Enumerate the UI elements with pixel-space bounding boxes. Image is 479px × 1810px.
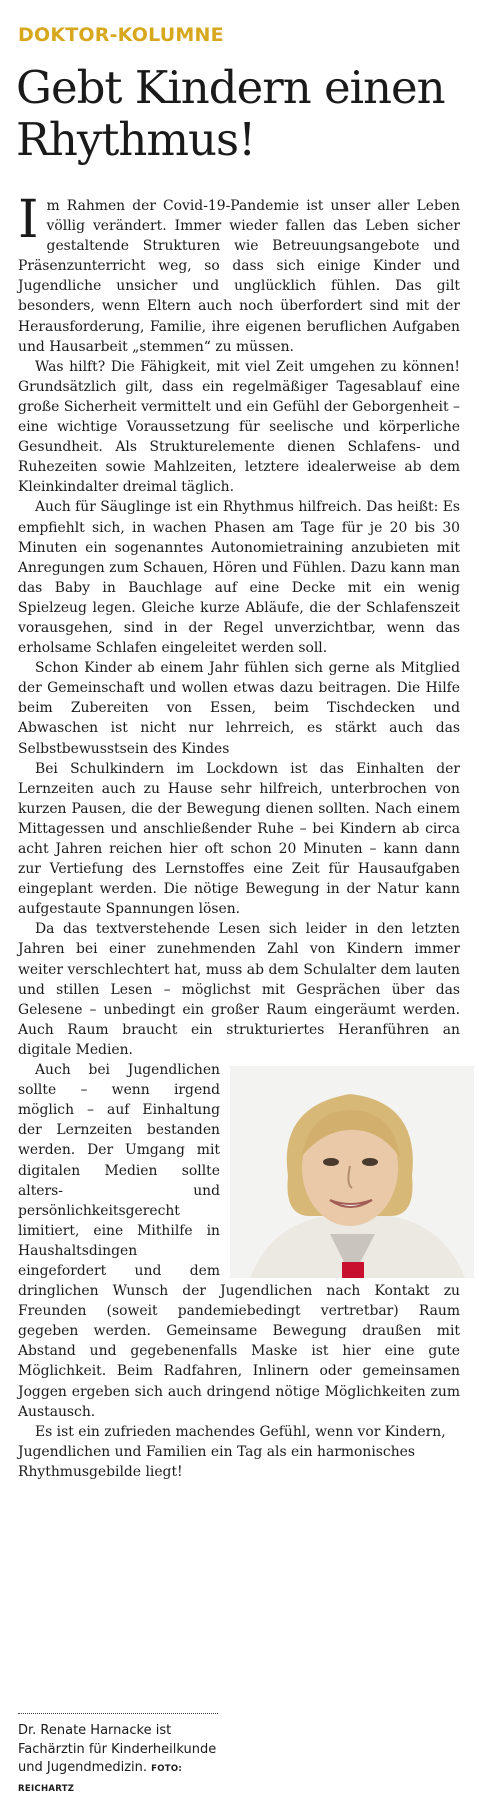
article-paragraph-4: Schon Kinder ab einem Jahr fühlen sich gerne als Mitglied der Gemeinschaft und wollen etwas dazu beitragen. Die Hilfe beim Zubereiten von Essen, beim Tischdecken und Abwaschen ist nicht nur lehrreich, es stärkt auch das Selbstbewusstsein des Kindes — [18, 660, 460, 757]
drop-cap: I — [18, 190, 39, 250]
article-paragraph-8: Es ist ein zufrieden machendes Gefühl, wenn vor Kindern, Jugendlichen und Familien ein Tag als ein harmonisches Rhythmusgebilde liegt! — [18, 1423, 446, 1480]
paragraph-text: m Rahmen der Covid-19-Pandemie ist unser aller Leben völlig verändert. Immer wieder fallen das Leben sicher gestaltende Strukturen wie Betreuungsangebote und Präsenzunterricht weg, so dass sich einige Kinder und Jugendliche unsicher und unglücklich fühlen. Das gilt besonders, wenn Eltern auch noch überfordert sind mit der Herausforderung, Familie, ihre eigenen beruflichen Aufgaben und Hausarbeit „stemmen“ zu müssen. — [18, 198, 460, 355]
headline: Gebt Kindern einen Rhythmus! — [16, 61, 445, 166]
column-kicker: DOKTOR-KOLUMNE — [18, 24, 224, 46]
article-paragraph-3: Auch für Säuglinge ist ein Rhythmus hilfreich. Das heißt: Es empfiehlt sich, in wachen Phasen am Tage für je 20 bis 30 Minuten ein sogenanntes Autonomietraining anzubieten mit Anregungen zum Schauen, Hören und Fühlen. Dazu kann man das Baby in Bauchlage auf eine Decke mit ein wenig Spielzeug legen. Gleiche kurze Abläufe, die der Schlafenszeit vorausgehen, sind in der Regel unverzichtbar, wenn das erholsame Schlafen eingeleitet werden soll. — [18, 499, 460, 657]
article-paragraph-5: Bei Schulkindern im Lockdown ist das Einhalten der Lernzeiten auch zu Hause sehr hilfreich, unterbrochen von kurzen Pausen, die der Bewegung dienen sollten. Nach einem Mittagessen und anschließender Ruhe – bei Kindern ab circa acht Jahren reichen hier oft schon 20 Minuten – kann dann zur Vertiefung des Lernstoffes eine Zeit für Hausaufgaben eingeplant werden. Die nötige Bewegung in der Natur kann aufgestaute Spannungen lösen. — [18, 760, 460, 918]
photo-credit: FOTO: REICHARTZ — [18, 1764, 183, 1794]
article-paragraph-1 — [18, 190, 460, 357]
article-paragraph-7: Auch bei Jugendlichen sollte – wenn irgend möglich – auf Einhaltung der Lernzeiten bestanden werden. Der Umgang mit digitalen Medien sollte alters- und persönlichkeitsgerecht limitiert, eine Mithilfe in Haushaltsdingen eingefordert und dem dringlichen Wunsch der Jugendlichen nach Kontakt zu Freunden (soweit pandemiebedingt vertretbar) Raum gegeben werden. Gemeinsame Bewegung draußen mit Abstand und gegebenenfalls Maske ist hier eine gute Möglichkeit. Beim Radfahren, Inlinern oder gemeinsamen Joggen ergeben sich auch dringend nötige Möglichkeiten zum Austausch. — [18, 1062, 460, 1420]
caption-divider — [18, 1713, 218, 1714]
caption-text: Dr. Renate Harnacke ist Fachärztin für Kinderheilkunde und Jugendmedizin. — [18, 1723, 217, 1775]
article-paragraph-2: Was hilft? Die Fähigkeit, mit viel Zeit umgehen zu können! Grundsätzlich gilt, dass ein regelmäßiger Tagesablauf eine große Sicherheit vermittelt und ein Gefühl der Geborgenheit – eine wichtige Voraussetzung für seelische und körperliche Gesundheit. Als Strukturelemente dienen Schlafens- und Ruhezeiten sowie Mahlzeiten, letztere idealerweise ab dem Kleinkindalter dreimal täglich. — [18, 358, 460, 496]
author-photo — [230, 1066, 474, 1278]
photo-caption — [18, 1722, 228, 1798]
article-body — [18, 190, 460, 1482]
article-paragraph-6: Da das textverstehende Lesen sich leider in den letzten Jahren bei einer zunehmenden Zahl von Kindern immer weiter verschlechtert hat, muss ab dem Schulalter dem lauten und stillen Lesen – möglichst mit Gesprächen über das Gelesene – unbedingt ein großer Raum eingeräumt werden. Auch Raum braucht ein strukturiertes Heranführen an digitale Medien. — [18, 921, 460, 1058]
